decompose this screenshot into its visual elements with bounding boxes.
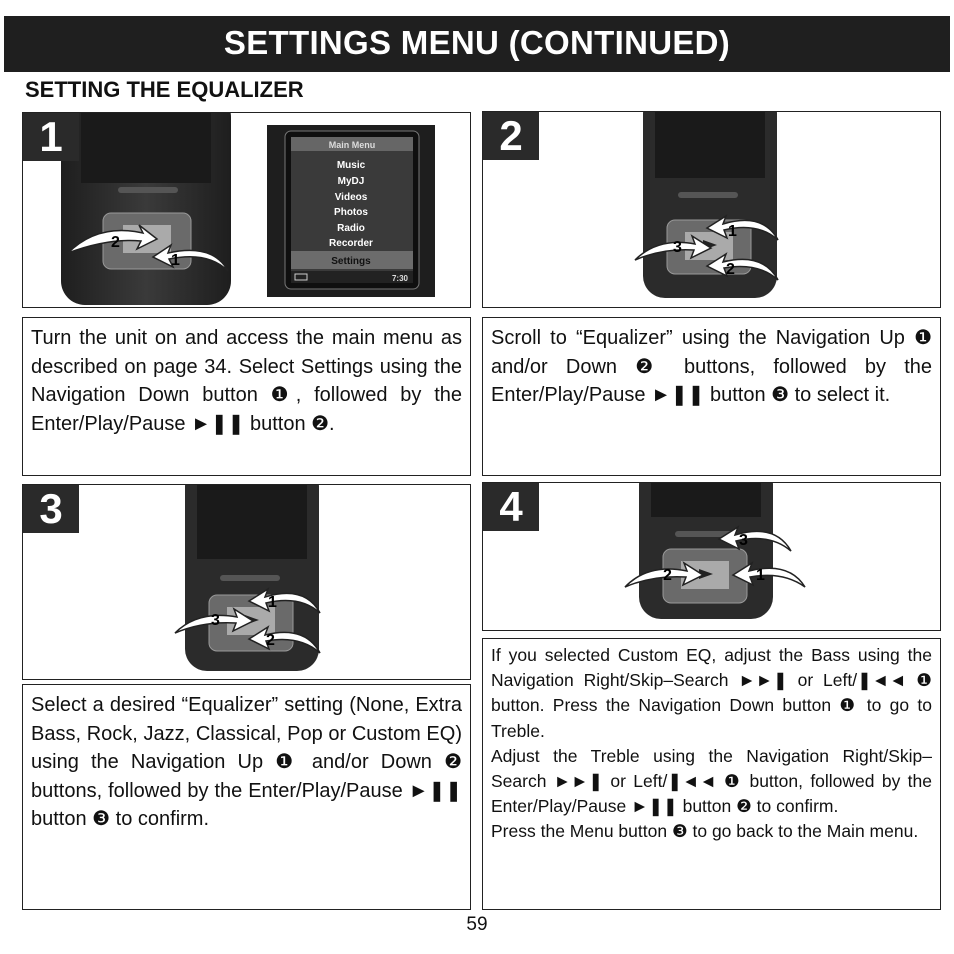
menu-item: Recorder xyxy=(329,238,373,249)
step-4-image-panel xyxy=(482,482,941,631)
player-screen xyxy=(267,125,435,297)
step-2-illustration xyxy=(483,112,941,308)
screen-header: Main Menu xyxy=(328,140,376,150)
step-2-instructions: Scroll to “Equalizer” using the Navigation Up ❶ and/or Down ❷ buttons, followed by the Enter/Play/Pause ►❚❚ button ❸ to select it. xyxy=(491,327,932,406)
menu-item: Photos xyxy=(334,207,368,218)
step-2-text-panel xyxy=(482,317,941,476)
step-1-text-panel xyxy=(22,317,471,476)
step-4-text-panel xyxy=(482,638,941,910)
menu-item: MyDJ xyxy=(337,176,365,187)
step-4-illustration xyxy=(483,483,941,631)
step-1-illustration xyxy=(23,113,471,308)
step-number: 3 xyxy=(23,485,79,533)
arrow-label: 2 xyxy=(663,567,672,584)
arrow-label: 1 xyxy=(728,223,737,240)
arrow-label: 1 xyxy=(756,567,765,584)
step-4-paragraph: Press the Menu button ❸ to go back to the Main menu. xyxy=(491,821,919,842)
step-1-instructions: Turn the unit on and access the main menu as described on page 34. Select Settings using the Navigation Down button ❶, followed by the Enter/Play/Pause ►❚❚ button ❷. xyxy=(31,327,462,435)
arrow-label: 2 xyxy=(266,632,275,649)
player-device xyxy=(61,113,231,305)
arrow-label: 3 xyxy=(673,239,682,256)
step-1-image-panel xyxy=(22,112,471,308)
arrow-label: 1 xyxy=(171,252,180,269)
arrow-label: 3 xyxy=(211,612,220,629)
step-3-text-panel xyxy=(22,684,471,910)
menu-item: Radio xyxy=(337,223,365,234)
step-4-paragraph: Adjust the Treble using the Navigation Right/Skip–Search ►►❚ or Left/❚◄◄ ❶ button, followed by the Enter/Play/Pause ►❚❚ button ❷ to confirm. xyxy=(491,745,932,817)
step-3-instructions: Select a desired “Equalizer” setting (None, Extra Bass, Rock, Jazz, Classical, Pop or Custom EQ) using the Navigation Up ❶ and/or Down ❷ buttons, followed by the Enter/Play/Pause ►❚❚ button ❸ to confirm. xyxy=(31,694,462,830)
step-4-paragraph: If you selected Custom EQ, adjust the Bass using the Navigation Right/Skip–Search ►►❚ or Left/❚◄◄ ❶ button. Press the Navigation Down button ❶ to go to Treble. xyxy=(491,645,932,741)
page-banner: SETTINGS MENU (CONTINUED) xyxy=(4,16,950,72)
menu-item-selected: Settings xyxy=(331,256,371,267)
step-number: 2 xyxy=(483,112,539,160)
arrow-label: 2 xyxy=(726,261,735,278)
step-2-image-panel xyxy=(482,111,941,308)
arrow-label: 2 xyxy=(111,234,120,251)
player-device xyxy=(643,112,777,298)
arrow-label: 1 xyxy=(268,594,277,611)
step-3-illustration xyxy=(23,485,471,680)
player-device xyxy=(639,483,773,619)
page-number: 59 xyxy=(466,914,488,935)
player-device xyxy=(185,485,319,671)
step-number: 4 xyxy=(483,483,539,531)
step-3-image-panel xyxy=(22,484,471,680)
arrow-label: 3 xyxy=(739,532,748,549)
menu-item: Music xyxy=(336,160,366,171)
menu-item: Videos xyxy=(334,192,368,203)
screen-time: 7:30 xyxy=(391,274,408,283)
section-title: SETTING THE EQUALIZER xyxy=(25,77,304,102)
step-number: 1 xyxy=(23,113,79,161)
